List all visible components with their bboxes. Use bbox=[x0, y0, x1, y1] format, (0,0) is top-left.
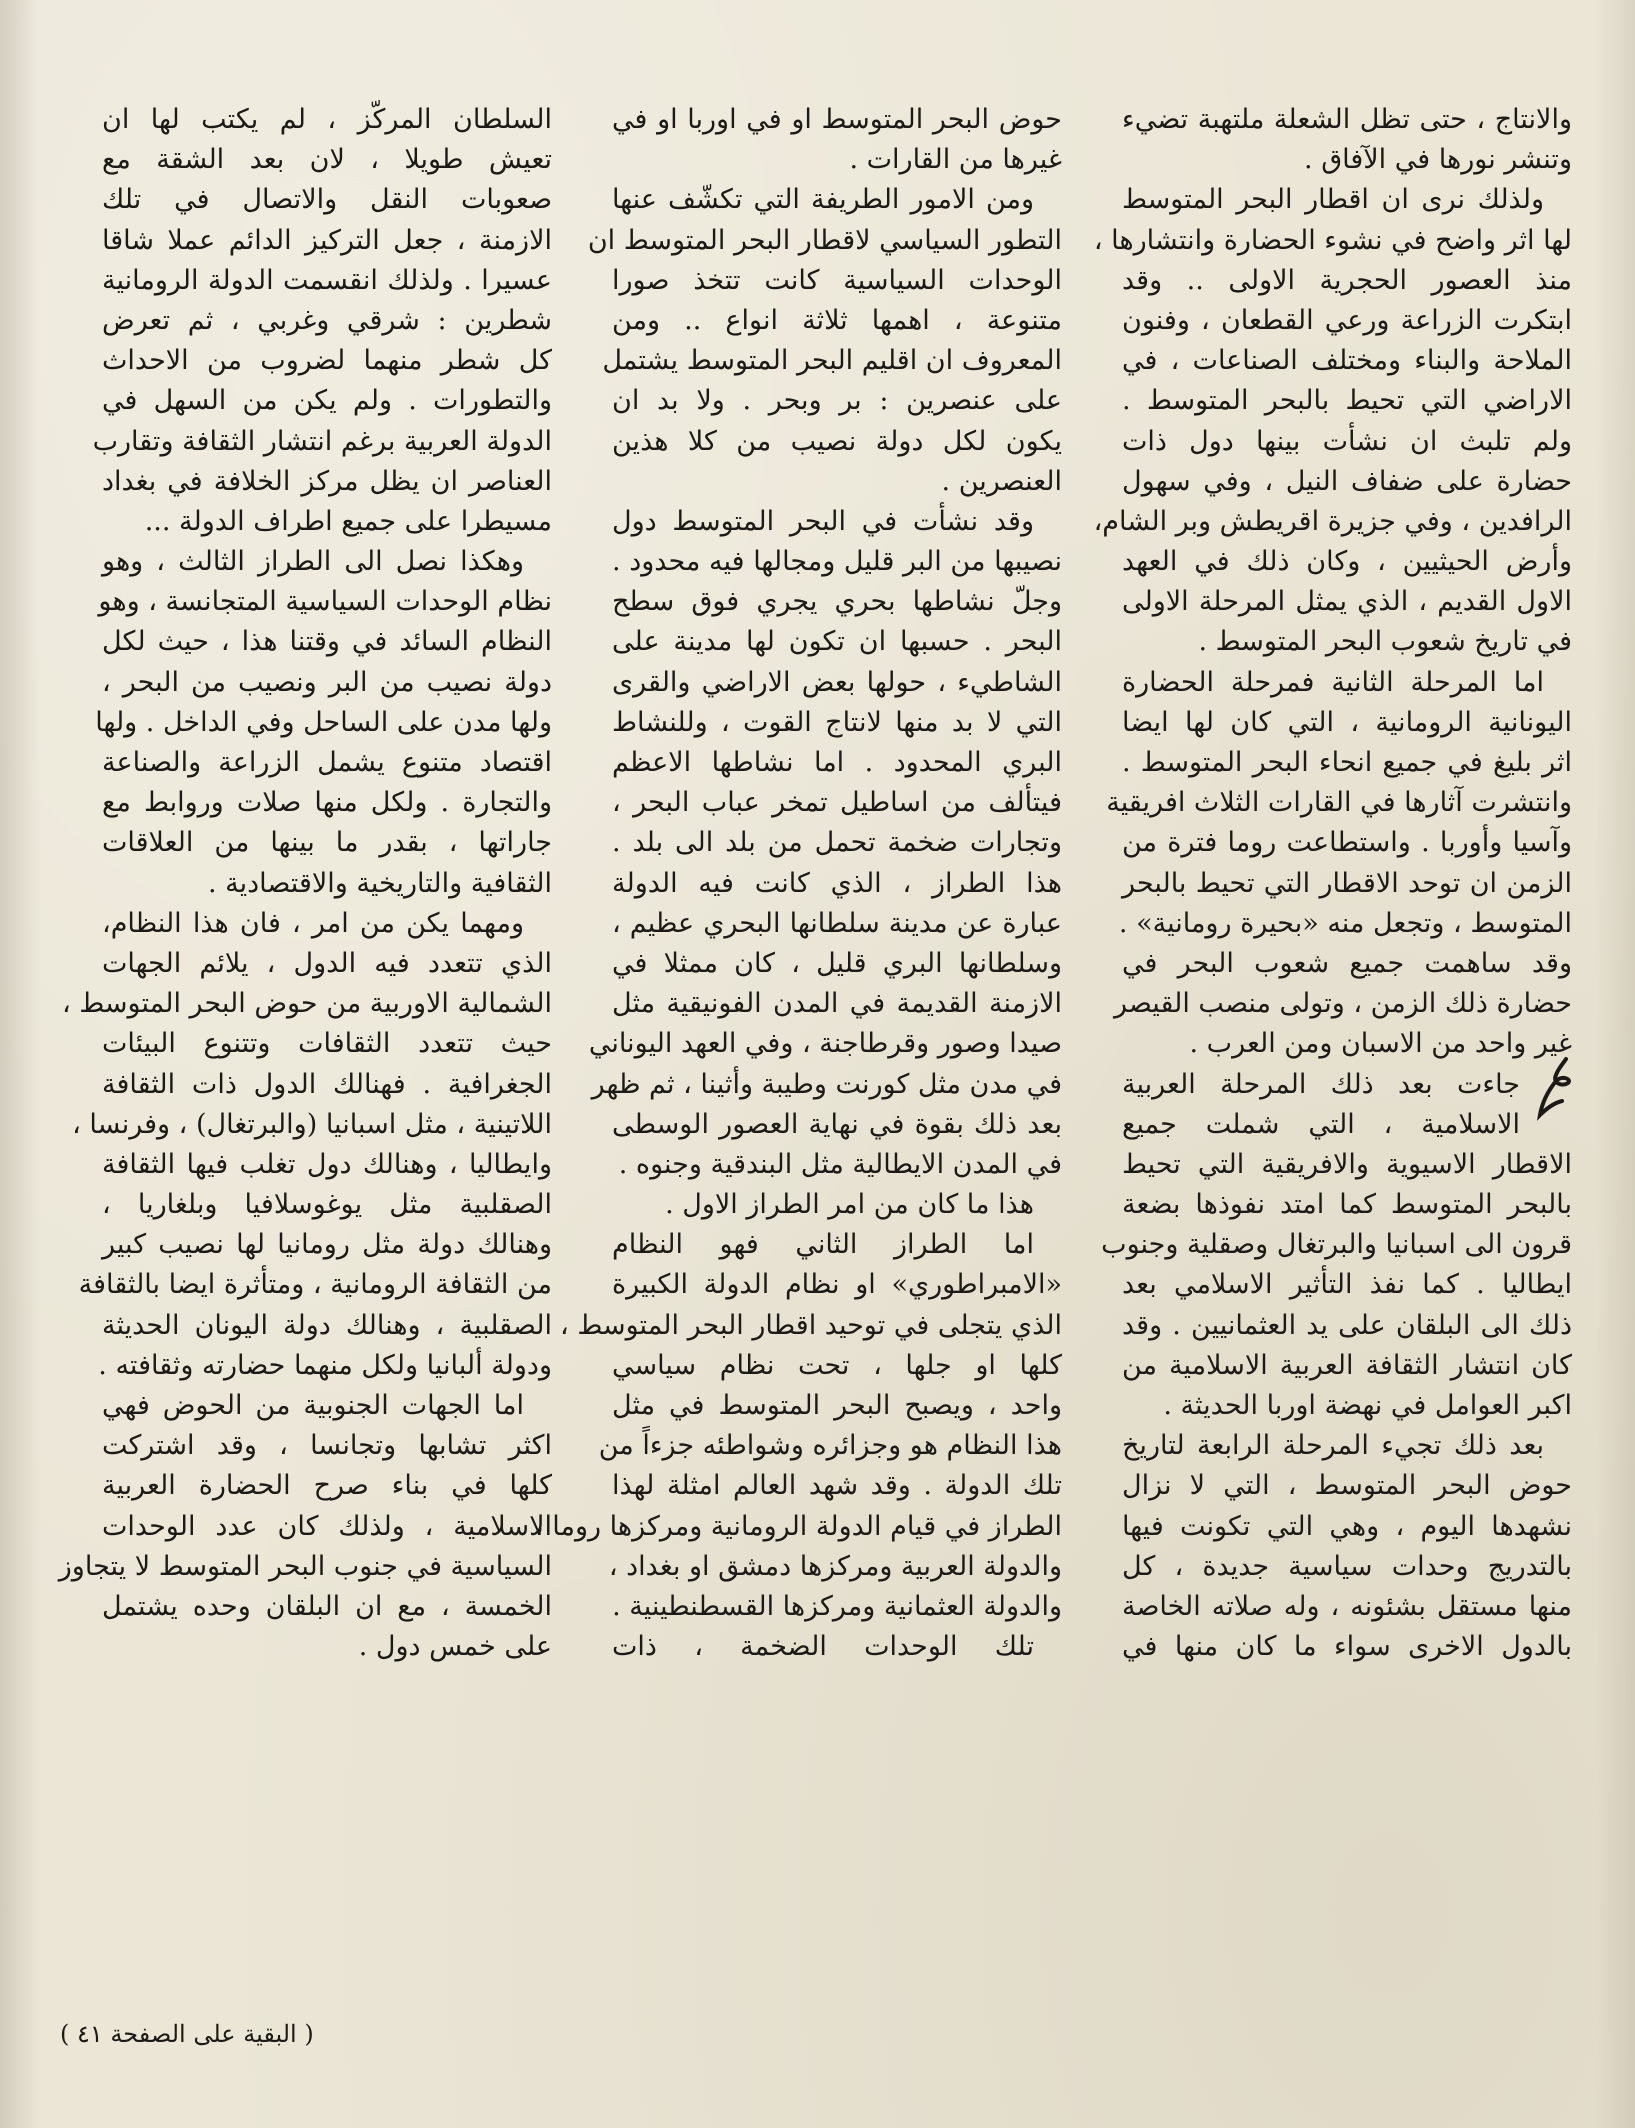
text-line: عبارة عن مدينة سلطانها البحري عظيم ، bbox=[612, 907, 1062, 939]
text-line: السلطان المركّز ، لم يكتب لها ان bbox=[102, 104, 552, 135]
text-line: مسيطرا على جميع اطراف الدولة ... bbox=[144, 505, 552, 537]
text-line: وقد نشأت في البحر المتوسط دول bbox=[612, 505, 1034, 537]
text-line: جاءت بعد ذلك المرحلة العربية bbox=[1122, 1065, 1572, 1105]
text-line: صيدا وصور وقرطاجنة ، وفي العهد اليوناني bbox=[588, 1028, 1062, 1060]
text-column-right bbox=[1093, 100, 1572, 2050]
text-line: ولها مدن على الساحل وفي الداخل . ولها bbox=[95, 706, 552, 738]
text-line: الزمن ان توحد الاقطار التي تحيط بالبحر bbox=[1122, 867, 1572, 899]
text-line: ودولة ألبانيا ولكل منهما حضارته وثقافته . bbox=[98, 1349, 552, 1381]
text-line: الرافدين ، وفي جزيرة اقريطش وبر الشام، bbox=[1093, 505, 1572, 537]
text-line: فيتألف من اساطيل تمخر عباب البحر ، bbox=[612, 787, 1062, 819]
text-line: كلها في بناء صرح الحضارة العربية bbox=[102, 1470, 552, 1502]
text-line: ذلك الى البلقان على يد العثمانيين . وقد bbox=[1122, 1309, 1572, 1341]
text-line: كان انتشار الثقافة العربية الاسلامية من bbox=[1122, 1349, 1572, 1381]
text-line: الاقطار الاسيوية والافريقية التي تحيط bbox=[1122, 1148, 1572, 1180]
text-line: غيرها من القارات . bbox=[849, 144, 1062, 176]
text-line: والدولة العثمانية ومركزها القسطنطينية . bbox=[612, 1590, 1062, 1622]
text-line: الخمسة ، مع ان البلقان وحده يشتمل bbox=[102, 1590, 552, 1622]
text-line: واحد ، ويصبح البحر المتوسط في مثل bbox=[612, 1390, 1062, 1421]
text-line: هذا النظام هو وجزائره وشواطئه جزءاً من bbox=[598, 1430, 1062, 1462]
text-line: الدولة العربية برغم انتشار الثقافة وتقارب bbox=[92, 425, 552, 457]
text-line: في تاريخ شعوب البحر المتوسط . bbox=[1198, 626, 1572, 658]
text-line: الصقلبية ، وهنالك دولة اليونان الحديثة bbox=[102, 1309, 552, 1341]
text-line: كلها او جلها ، تحت نظام سياسي bbox=[612, 1349, 1062, 1381]
text-line: وانتشرت آثارها في القارات الثلاث افريقية bbox=[1106, 787, 1572, 819]
text-line: اقتصاد متنوع يشمل الزراعة والصناعة bbox=[102, 747, 552, 778]
page-edge-shadow-right bbox=[1595, 0, 1635, 2128]
text-line: اكثر تشابها وتجانسا ، وقد اشتركت bbox=[102, 1430, 552, 1462]
text-line: المتوسط ، وتجعل منه «بحيرة رومانية» . bbox=[1118, 907, 1572, 939]
text-line: وهكذا نصل الى الطراز الثالث ، وهو bbox=[102, 546, 524, 578]
text-line: اما المرحلة الثانية فمرحلة الحضارة bbox=[1122, 666, 1544, 698]
text-line: ابتكرت الزراعة ورعي القطعان ، وفنون bbox=[1122, 304, 1572, 336]
text-line: الملاحة والبناء ومختلف الصناعات ، في bbox=[1122, 345, 1572, 377]
text-line: الوحدات السياسية كانت تتخذ صورا bbox=[612, 264, 1062, 296]
continuation-note: ( البقية على الصفحة ٤١ ) bbox=[60, 2020, 314, 2048]
text-line: اكبر العوامل في نهضة اوربا الحديثة . bbox=[1163, 1390, 1572, 1421]
text-line: نشهدها اليوم ، وهي التي تكونت فيها bbox=[1122, 1510, 1572, 1542]
text-line: حوض البحر المتوسط ، التي لا نزال bbox=[1122, 1470, 1572, 1502]
text-line: متنوعة ، اهمها ثلاثة انواع .. ومن bbox=[612, 304, 1062, 336]
text-line: الثقافية والتاريخية والاقتصادية . bbox=[207, 867, 552, 899]
text-line: والتطورات . ولم يكن من السهل في bbox=[102, 385, 552, 417]
text-line: والدولة العربية ومركزها دمشق او بغداد ، bbox=[608, 1550, 1062, 1582]
text-line: النظام السائد في وقتنا هذا ، حيث لكل bbox=[102, 626, 552, 658]
text-line: وآسيا وأوربا . واستطاعت روما فترة من bbox=[1122, 827, 1572, 859]
text-line: الشمالية الاوربية من حوض البحر المتوسط ، bbox=[61, 988, 552, 1020]
text-line: في المدن الايطالية مثل البندقية وجنوه . bbox=[618, 1148, 1062, 1180]
text-line: «الامبراطوري» او نظام الدولة الكبيرة bbox=[612, 1269, 1062, 1301]
text-line: والانتاج ، حتى تظل الشعلة ملتهبة تضيء bbox=[1122, 104, 1572, 135]
text-line: عسيرا . ولذلك انقسمت الدولة الرومانية bbox=[102, 264, 552, 296]
text-line: بالدول الاخرى سواء ما كان منها في bbox=[1122, 1631, 1572, 1663]
text-line: منذ العصور الحجرية الاولى .. وقد bbox=[1122, 264, 1572, 296]
text-line: التي لا بد منها لانتاج القوت ، وللنشاط bbox=[612, 706, 1062, 738]
text-line: حضارة على ضفاف النيل ، وفي سهول bbox=[1122, 465, 1572, 497]
text-line: الاراضي التي تحيط بالبحر المتوسط . bbox=[1122, 385, 1572, 417]
text-line: كل شطر منهما لضروب من الاحداث bbox=[102, 345, 552, 377]
text-line: حوض البحر المتوسط او في اوربا او في bbox=[612, 104, 1062, 135]
text-line: التطور السياسي لاقطار البحر المتوسط ان bbox=[587, 224, 1062, 256]
text-line: الذي يتجلى في توحيد اقطار البحر المتوسط ، bbox=[560, 1309, 1062, 1341]
text-column-left bbox=[58, 100, 552, 2050]
text-line: بعد ذلك تجيء المرحلة الرابعة لتاريخ bbox=[1122, 1430, 1544, 1462]
text-line: الاول القديم ، الذي يمثل المرحلة الاولى bbox=[1122, 586, 1572, 618]
text-line: المعروف ان اقليم البحر المتوسط يشتمل bbox=[602, 345, 1062, 377]
text-line: والتجارة . ولكل منها صلات وروابط مع bbox=[102, 787, 552, 819]
text-line: السياسية في جنوب البحر المتوسط لا يتجاوز bbox=[58, 1550, 552, 1582]
text-line: حضارة ذلك الزمن ، وتولى منصب القيصر bbox=[1114, 988, 1572, 1020]
text-line: على عنصرين : بر وبحر . ولا بد ان bbox=[612, 385, 1062, 417]
text-line: هذا ما كان من امر الطراز الاول . bbox=[665, 1189, 1034, 1221]
text-line: بالتدريج وحدات سياسية جديدة ، كل bbox=[1122, 1550, 1572, 1582]
text-line: بعد ذلك بقوة في نهاية العصور الوسطى bbox=[612, 1108, 1062, 1140]
text-line: وهنالك دولة مثل رومانيا لها نصيب كبير bbox=[102, 1229, 552, 1261]
text-line: لها اثر واضح في نشوء الحضارة وانتشارها ، bbox=[1093, 224, 1572, 256]
text-line: وتجارات ضخمة تحمل من بلد الى بلد . bbox=[612, 827, 1062, 859]
text-line: من الثقافة الرومانية ، ومتأثرة ايضا بالثقافة bbox=[78, 1269, 552, 1301]
text-line: ولم تلبث ان نشأت بينها دول ذات bbox=[1122, 425, 1572, 457]
text-line: نظام الوحدات السياسية المتجانسة ، وهو bbox=[98, 586, 552, 618]
text-line: وأرض الحيثيين ، وكان ذلك في العهد bbox=[1122, 546, 1572, 578]
text-line: هذا الطراز ، الذي كانت فيه الدولة bbox=[612, 867, 1062, 899]
text-line: منها مستقل بشئونه ، وله صلاته الخاصة bbox=[1122, 1590, 1572, 1622]
text-line: الشاطيء ، حولها بعض الاراضي والقرى bbox=[612, 666, 1062, 698]
text-line: تلك الوحدات الضخمة ، ذات bbox=[612, 1631, 1034, 1663]
text-line: على خمس دول . bbox=[358, 1631, 552, 1663]
text-line: حيث تتعدد الثقافات وتتنوع البيئات bbox=[102, 1028, 552, 1060]
text-line: وايطاليا ، وهنالك دول تغلب فيها الثقافة bbox=[102, 1148, 552, 1180]
page-edge-shadow-left bbox=[0, 0, 40, 2128]
text-line: يكون لكل دولة نصيب من كلا هذين bbox=[612, 425, 1062, 457]
text-line: نصيبها من البر قليل ومجالها فيه محدود . bbox=[612, 546, 1062, 578]
text-line: وقد ساهمت جميع شعوب البحر في bbox=[1122, 947, 1572, 979]
text-column-middle bbox=[534, 100, 1062, 2050]
article-columns bbox=[58, 100, 1572, 2050]
text-line: شطرين : شرقي وغربي ، ثم تعرض bbox=[102, 304, 552, 336]
text-line: البري المحدود . اما نشاطها الاعظم bbox=[612, 747, 1062, 778]
text-line: وجلّ نشاطها بحري يجري فوق سطح bbox=[612, 586, 1062, 618]
text-line: دولة نصيب من البر ونصيب من البحر ، bbox=[102, 666, 552, 698]
text-line: الجغرافية . فهنالك الدول ذات الثقافة bbox=[102, 1068, 552, 1100]
text-line: اللاتينية ، مثل اسبانيا (والبرتغال) ، وفرنسا ، bbox=[72, 1108, 552, 1140]
text-line: غير واحد من الاسبان ومن العرب . bbox=[1189, 1028, 1572, 1060]
text-line: اليونانية الرومانية ، التي كان لها ايضا bbox=[1122, 706, 1572, 738]
text-line: ومهما يكن من امر ، فان هذا النظام، bbox=[102, 907, 524, 939]
text-line: تعيش طويلا ، لان بعد الشقة مع bbox=[102, 144, 552, 176]
text-line: الاسلامية ، ولذلك كان عدد الوحدات bbox=[102, 1510, 552, 1542]
text-line: اما الطراز الثاني فهو النظام bbox=[612, 1229, 1034, 1261]
text-line: جاراتها ، بقدر ما بينها من العلاقات bbox=[102, 827, 552, 859]
text-line: الطراز في قيام الدولة الرومانية ومركزها روما ، bbox=[534, 1510, 1062, 1542]
text-line: قرون الى اسبانيا والبرتغال وصقلية وجنوب bbox=[1101, 1229, 1572, 1261]
text-line: الازمنة القديمة في المدن الفونيقية مثل bbox=[612, 988, 1062, 1020]
text-line: اما الجهات الجنوبية من الحوض فهي bbox=[102, 1390, 524, 1421]
text-line: الازمنة ، جعل التركيز الدائم عملا شاقا bbox=[102, 224, 552, 256]
text-line: الصقلبية مثل يوغوسلافيا وبلغاريا ، bbox=[102, 1189, 552, 1221]
text-line: العنصرين . bbox=[941, 465, 1062, 497]
text-line: الذي تتعدد فيه الدول ، يلائم الجهات bbox=[102, 947, 552, 979]
text-line: في مدن مثل كورنت وطيبة وأثينا ، ثم ظهر bbox=[591, 1068, 1062, 1100]
text-line: ومن الامور الطريفة التي تكشّف عنها bbox=[612, 184, 1034, 216]
text-line: بالبحر المتوسط كما امتد نفوذها بضعة bbox=[1122, 1189, 1572, 1221]
text-line: البحر . حسبها ان تكون لها مدينة على bbox=[612, 626, 1062, 658]
text-line: العناصر ان يظل مركز الخلافة في بغداد bbox=[102, 465, 552, 497]
text-line: ولذلك نرى ان اقطار البحر المتوسط bbox=[1122, 184, 1544, 216]
text-line: وسلطانها البري قليل ، كان ممثلا في bbox=[612, 947, 1062, 979]
text-line: اثر بليغ في جميع انحاء البحر المتوسط . bbox=[1122, 747, 1572, 778]
text-line: تلك الدولة . وقد شهد العالم امثلة لهذا bbox=[612, 1470, 1062, 1502]
text-line: صعوبات النقل والاتصال في تلك bbox=[102, 184, 552, 216]
text-line: الاسلامية ، التي شملت جميع bbox=[1122, 1108, 1520, 1140]
text-line: وتنشر نورها في الآفاق . bbox=[1304, 144, 1572, 176]
text-line: ايطاليا . كما نفذ التأثير الاسلامي بعد bbox=[1122, 1269, 1572, 1301]
